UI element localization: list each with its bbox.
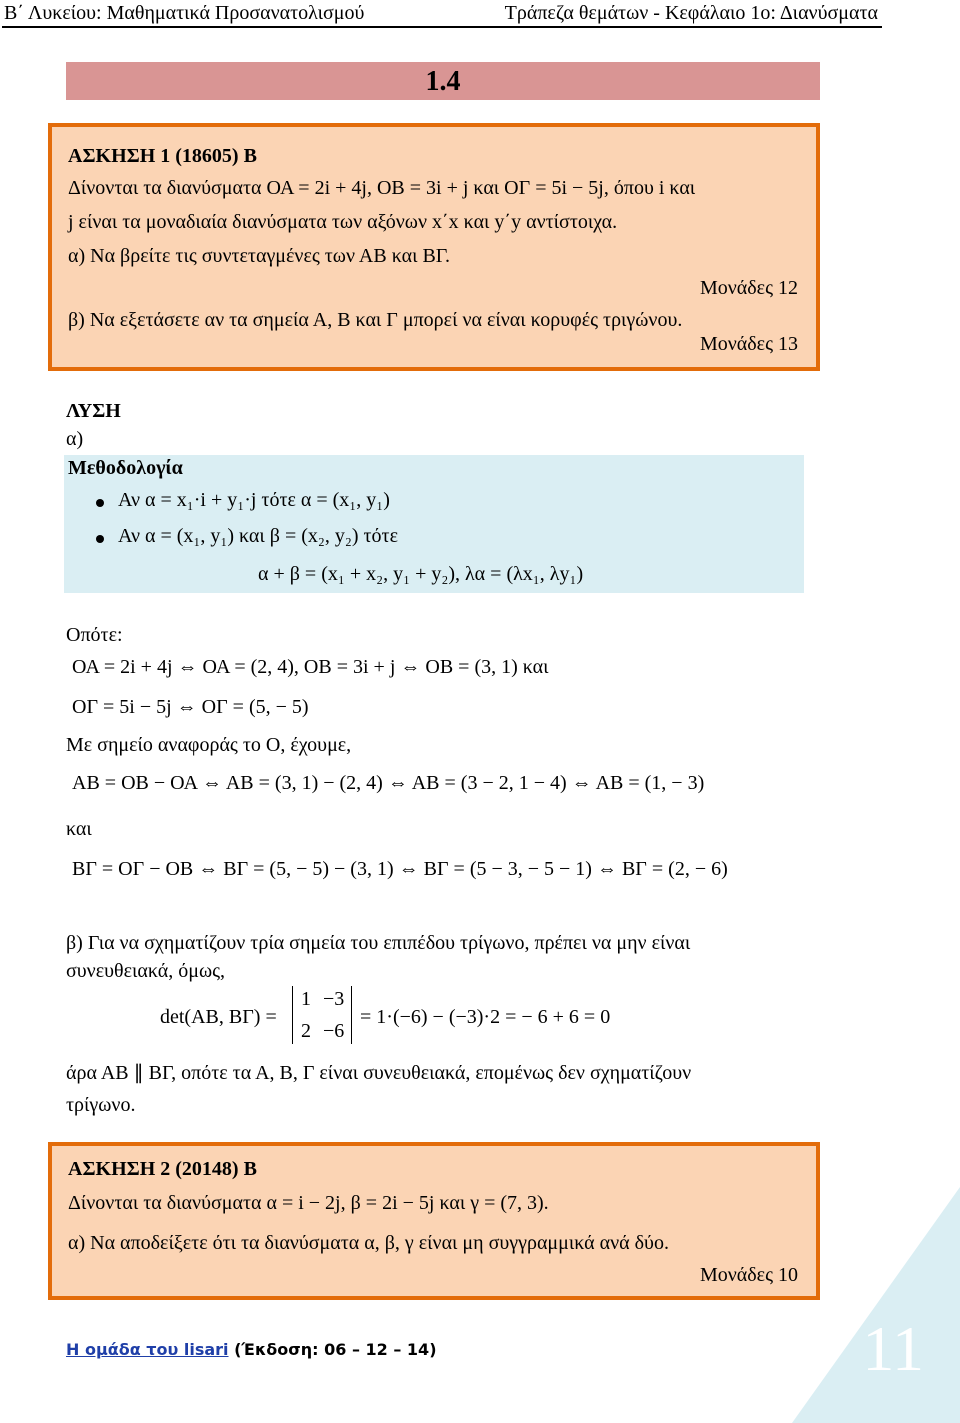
determinant-right: = 1·(−6) − (−3)·2 = − 6 + 6 = 0 (360, 1006, 611, 1028)
part-b-text-2: συνευθειακά, όμως, (66, 960, 226, 982)
solution-part-a: α) (66, 428, 84, 450)
det-a21: 2 (301, 1020, 311, 1042)
equation-ab: ΑΒ = ΟΒ − ΟΑ ⇔ ΑΒ = (3, 1) − (2, 4) ⇔ ΑΒ = (3 − 2, 1 − 4) ⇔ ΑΒ = (1, − 3) (72, 772, 705, 794)
exercise-2-title: ΑΣΚΗΣΗ 2 (20148) Β (68, 1158, 257, 1180)
exercise-2-line-2: α) Να αποδείξετε ότι τα διανύσματα α, β, γ είναι μη συγγραμμικά ανά δύο. (68, 1232, 669, 1254)
header-divider (2, 26, 882, 28)
determinant-matrix (292, 986, 352, 1044)
equation-bg: ΒΓ = ΟΓ − ΟΒ ⇔ ΒΓ = (5, − 5) − (3, 1) ⇔ ΒΓ = (5 − 3, − 5 − 1) ⇔ ΒΓ = (2, − 6) (72, 858, 728, 880)
conclusion-2: τρίγωνο. (66, 1094, 136, 1116)
method-rule-3: α + β = (x₁ + x₂, y₁ + y₂), λα = (λx₁, λy₁) (258, 563, 584, 585)
corner-decoration (792, 1187, 960, 1423)
exercise-1-points-a: Μονάδες 12 (699, 277, 798, 299)
det-a11: 1 (301, 988, 311, 1010)
bullet-icon (96, 535, 104, 543)
header-right: Τράπεζα θεμάτων - Κεφάλαιο 1ο: Διανύσματα (504, 2, 878, 24)
section-number: 1.4 (425, 66, 461, 97)
header-left: Β΄ Λυκείου: Μαθηματικά Προσανατολισμού (4, 2, 365, 24)
exercise-1-line-1: Δίνονται τα διανύσματα ΟΑ = 2i + 4j, ΟΒ = 3i + j και ΟΓ = 5i − 5j, όπου i και (68, 177, 696, 199)
lisari-link[interactable]: Η ομάδα του lisari (66, 1340, 229, 1359)
exercise-1-line-2: j είναι τα μοναδιαία διανύσματα των αξόνων x΄x και y΄y αντίστοιχα. (68, 211, 618, 233)
exercise-1-line-3: α) Να βρείτε τις συντεταγμένες των ΑΒ και ΒΓ. (68, 245, 450, 267)
method-rule-1: Αν α = x₁·i + y₁·j τότε α = (x₁, y₁) (118, 489, 390, 511)
footer (66, 1340, 437, 1359)
methodology-box (64, 455, 804, 593)
solution-title: ΛΥΣΗ (66, 400, 121, 422)
exercise-1-points-b: Μονάδες 13 (699, 333, 798, 355)
page-number: 11 (862, 1313, 924, 1384)
exercise-1-line-4: β) Να εξετάσετε αν τα σημεία Α, Β και Γ μπορεί να είναι κορυφές τριγώνου. (68, 309, 683, 331)
exercise-1-box (48, 123, 820, 371)
exercise-2-points: Μονάδες 10 (699, 1264, 798, 1286)
section-bar (66, 62, 820, 100)
determinant-left: det(ΑΒ, ΒΓ) = (160, 1006, 277, 1028)
exercise-2-line-1: Δίνονται τα διανύσματα α = i − 2j, β = 2i − 5j και γ = (7, 3). (68, 1192, 549, 1214)
method-rule-2: Αν α = (x₁, y₁) και β = (x₂, y₂) τότε (118, 525, 398, 547)
det-a22: −6 (323, 1020, 345, 1042)
exercise-1-title: ΑΣΚΗΣΗ 1 (18605) Β (68, 145, 257, 167)
exercise-2-box (48, 1142, 820, 1300)
then-label: Οπότε: (66, 624, 123, 646)
equation-oa-ob: ΟΑ = 2i + 4j ⇔ ΟΑ = (2, 4), ΟΒ = 3i + j ⇔ ΟΒ = (3, 1) και (72, 656, 549, 678)
reference-text: Με σημείο αναφοράς το Ο, έχουμε, (66, 734, 352, 756)
det-a12: −3 (323, 988, 345, 1010)
equation-og: ΟΓ = 5i − 5j ⇔ ΟΓ = (5, − 5) (72, 696, 309, 718)
edition-text: (Έκδοση: 06 – 12 – 14) (234, 1340, 437, 1359)
part-b-text-1: β) Για να σχηματίζουν τρία σημεία του επιπέδου τρίγωνο, πρέπει να μην είναι (66, 932, 691, 954)
methodology-title: Μεθοδολογία (68, 457, 183, 479)
bullet-icon (96, 499, 104, 507)
and-label: και (66, 818, 92, 840)
conclusion-1: άρα ΑΒ ∥ ΒΓ, οπότε τα Α, Β, Γ είναι συνευθειακά, επομένως δεν σχηματίζουν (66, 1062, 692, 1084)
